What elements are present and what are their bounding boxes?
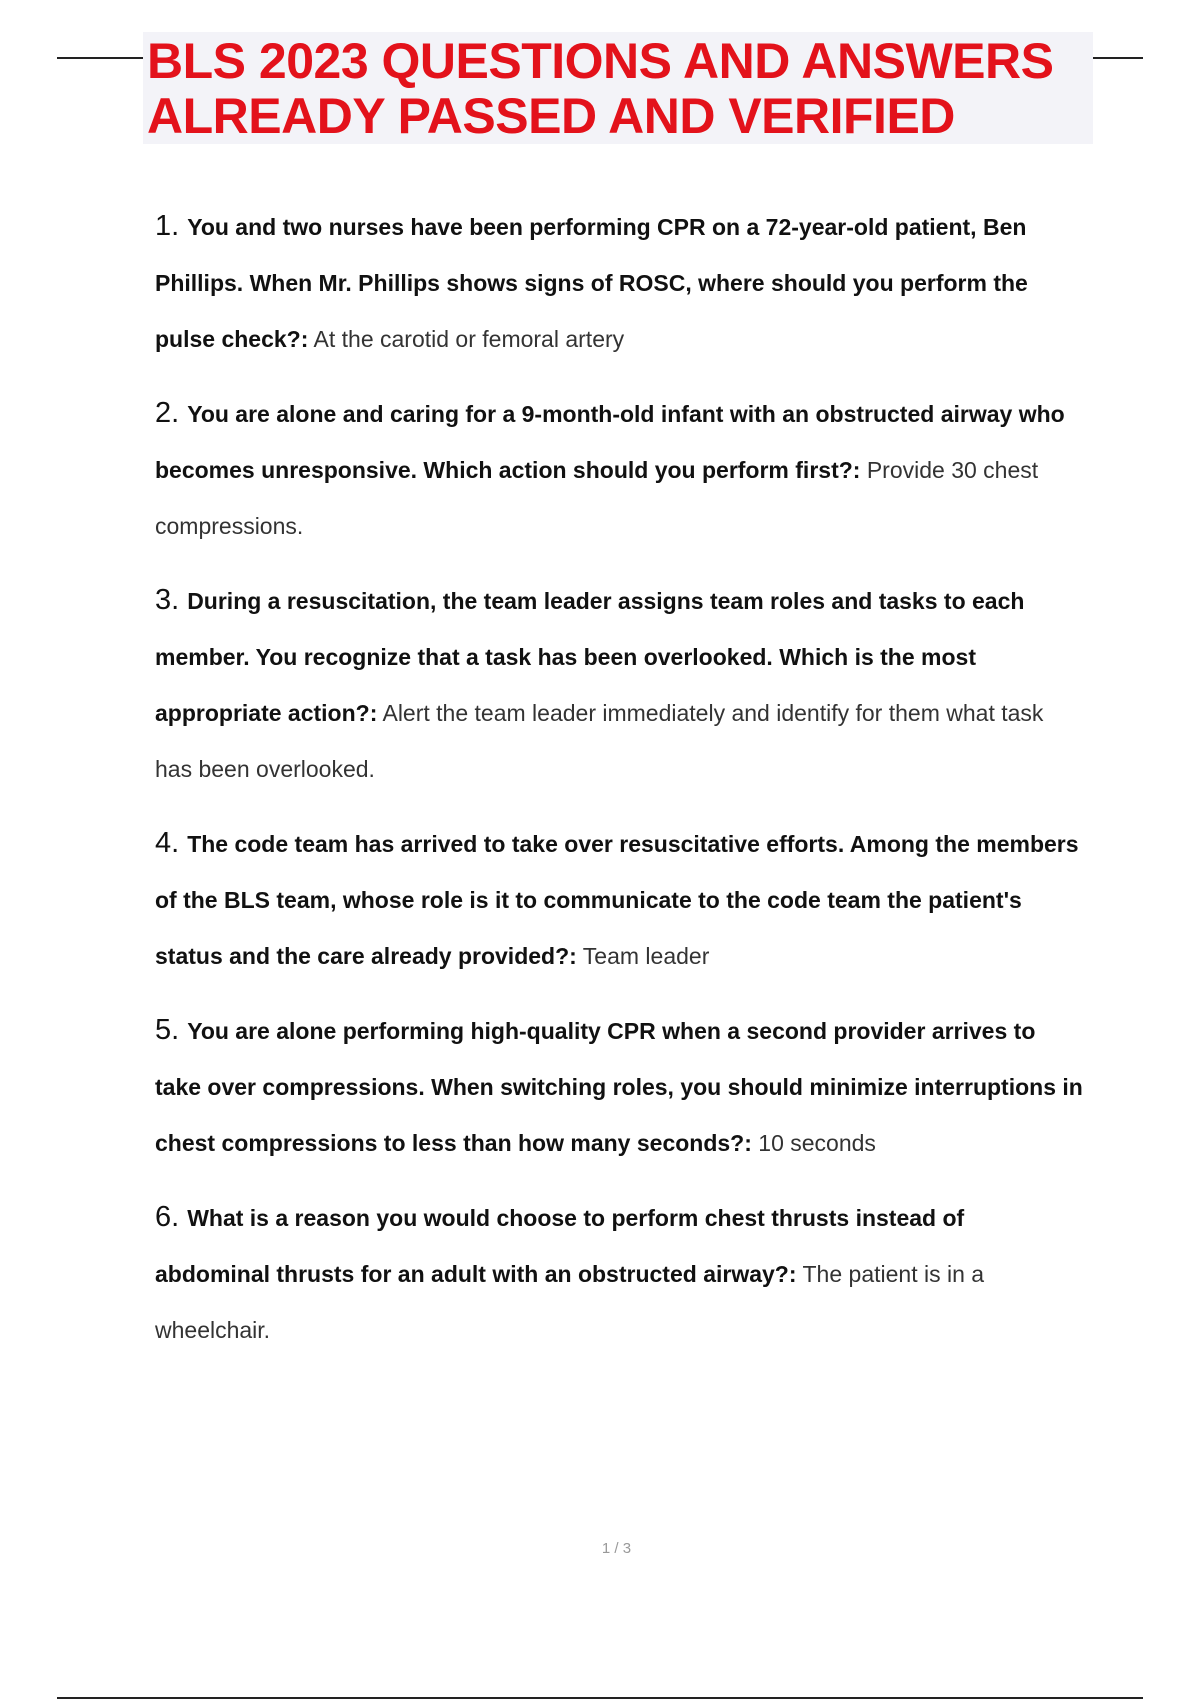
question-text: What is a reason you would choose to perform chest thrusts instead of abdominal thrusts for an adult with an obstructed airway?: xyxy=(155,1205,965,1287)
header-rule-left xyxy=(57,57,147,59)
footer-rule xyxy=(57,1697,1143,1699)
question-text: You are alone performing high-quality CPR when a second provider arrives to take over compressions. When switching roles, you should minimize interruptions in chest compressions to less than how many seconds?: xyxy=(155,1018,1083,1156)
question-number: 1. xyxy=(155,210,180,242)
question-text: During a resuscitation, the team leader assigns team roles and tasks to each member. You recognize that a task has been overlooked. Which is the most appropriate action?: xyxy=(155,588,1025,726)
question-text: The code team has arrived to take over resuscitative efforts. Among the members of the BLS team, whose role is it to communicate to the code team the patient's status and the care already provided?: xyxy=(155,831,1079,969)
question-item-5 xyxy=(155,1002,1085,1171)
answer-text: Provide 30 chest compressions. xyxy=(155,457,1039,539)
question-item-3 xyxy=(155,572,1085,797)
question-number: 4. xyxy=(155,827,180,859)
question-text: You and two nurses have been performing CPR on a 72-year-old patient, Ben Phillips. When Mr. Phillips shows signs of ROSC, where should you perform the pulse check?: xyxy=(155,214,1028,352)
question-text: You are alone and caring for a 9-month-old infant with an obstructed airway who becomes unresponsive. Which action should you perform first?: xyxy=(155,401,1065,483)
question-number: 5. xyxy=(155,1014,180,1046)
question-item-2 xyxy=(155,385,1085,554)
title-line-2: ALREADY PASSED AND VERIFIED xyxy=(147,88,955,144)
answer-text: Alert the team leader immediately and identify for them what task has been overlooked. xyxy=(155,700,1044,782)
question-item-4 xyxy=(155,815,1085,984)
page-indicator: 1 / 3 xyxy=(601,1540,632,1557)
question-number: 6. xyxy=(155,1201,180,1233)
title-line-1: BLS 2023 QUESTIONS AND ANSWERS xyxy=(147,33,1054,89)
answer-text: 10 seconds xyxy=(758,1130,876,1156)
question-item-6 xyxy=(155,1189,1085,1358)
question-number: 2. xyxy=(155,397,180,429)
question-item-1 xyxy=(155,198,1085,367)
question-list xyxy=(155,198,1085,1376)
question-number: 3. xyxy=(155,584,180,616)
header-rule-right xyxy=(1093,57,1143,59)
answer-text: At the carotid or femoral artery xyxy=(313,326,625,352)
answer-text: The patient is in a wheelchair. xyxy=(155,1261,985,1343)
document-title xyxy=(143,32,1093,144)
answer-text: Team leader xyxy=(582,943,710,969)
